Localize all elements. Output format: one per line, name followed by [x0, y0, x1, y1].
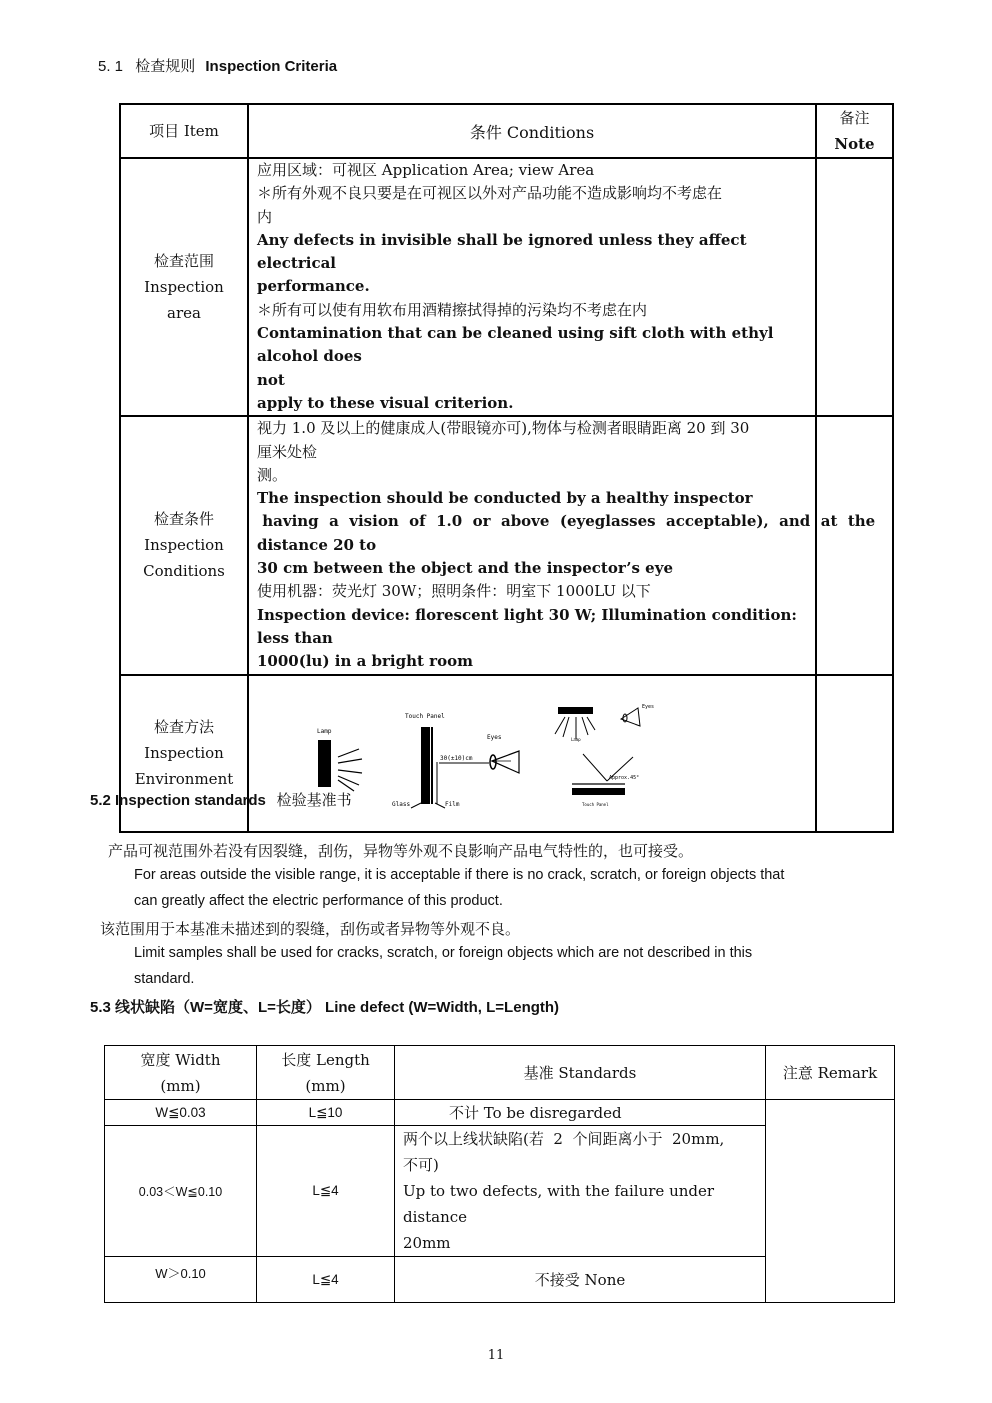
text-line: 内: [257, 207, 273, 226]
standard-line: Up to two defects, with the failure under distance: [403, 1182, 715, 1226]
header-length-unit: (mm): [305, 1076, 346, 1095]
paragraph-1-en: For areas outside the visible range, it is acceptable if there is no crack, scratch, or foreign objects that: [134, 867, 785, 883]
text-line: 测。: [257, 465, 288, 484]
standard-line: 两个以上线状缺陷(若 2 个间距离小于 20mm,: [403, 1130, 725, 1148]
lamp-label: Lamp: [317, 728, 332, 736]
header-remark-label: 注意 Remark: [782, 1064, 878, 1082]
text-line: 视力 1.0 及以上的健康成人(带眼镜亦可),物体与检测者眼睛距离 20 到 30: [257, 419, 750, 438]
film-label: Film: [445, 801, 460, 809]
text-line: ＊所有外观不良只要是在可视区以外对产品功能不造成影响均不考虑在: [257, 184, 723, 203]
standard-cell: 不计 To be disregarded: [395, 1100, 766, 1126]
width-cell: W≦0.03: [105, 1100, 257, 1126]
eyes2-label: Eyes: [642, 704, 655, 711]
row-area-conditions: [248, 158, 816, 416]
incident-ray: [583, 754, 607, 781]
label-cn: 检查范围: [153, 252, 214, 271]
angle-label: Approx.45°: [609, 775, 640, 782]
text-line: apply to these visual criterion.: [257, 393, 514, 412]
glass-pointer: [411, 803, 421, 808]
table-header-row: [120, 104, 893, 158]
width-cell: 0.03＜W≦0.10: [105, 1126, 257, 1257]
header-width-label: 宽度 Width: [140, 1050, 221, 1069]
text-line: 1000(lu) in a bright room: [257, 652, 473, 671]
standard-cell: 不接受 None: [395, 1257, 766, 1303]
row-env-note: [816, 675, 893, 832]
header-remark: [766, 1046, 895, 1100]
lamp-icon: [318, 740, 331, 787]
section-number: 5. 1: [98, 58, 124, 75]
section-5-2-title-cn: 检验基准书: [276, 791, 352, 809]
header-item: [120, 104, 248, 158]
lamp-bar-icon: [558, 707, 593, 714]
paragraph-1-en: can greatly affect the electric performance of this product.: [134, 893, 503, 909]
header-note-cn: 备注: [839, 109, 870, 127]
header-standards: [395, 1046, 766, 1100]
eye2-icon: [621, 708, 640, 726]
label-en: Environment: [134, 770, 234, 789]
label-cn: 检查条件: [153, 510, 214, 529]
table-row: [105, 1100, 895, 1126]
section-title-en: Inspection Criteria: [205, 58, 338, 75]
header-length-label: 长度 Length: [281, 1050, 370, 1069]
paragraph-2-en: Limit samples shall be used for cracks, scratch, or foreign objects which are not described in this: [134, 945, 753, 961]
remark-cell: [766, 1100, 895, 1303]
text-line: 使用机器：荧光灯 30W；照明条件：明室下 1000LU 以下: [257, 582, 651, 601]
label-en: Inspection: [144, 278, 224, 297]
header-standards-label: 基准 Standards: [523, 1064, 637, 1082]
width-cell: W＞0.10: [105, 1257, 257, 1303]
text-line: 厘米处检: [257, 442, 318, 461]
section-5-2-title-en: 5.2 Inspection standards: [90, 792, 266, 809]
section-5-2-heading: [90, 789, 352, 810]
inspection-criteria-table: [119, 103, 894, 833]
page-number: 11: [487, 1348, 505, 1363]
label-en: Inspection: [144, 744, 224, 763]
text-line: Contamination that can be cleaned using sift cloth with ethyl alcohol does: [257, 324, 774, 366]
length-cell: L≦4: [257, 1257, 395, 1303]
touch-panel-bar: [572, 788, 625, 795]
line-defect-table: [104, 1045, 895, 1303]
light-rays-icon: [338, 749, 362, 791]
glass-label: Glass: [392, 801, 411, 809]
table-row-area: [120, 158, 893, 416]
standard-line: 20mm: [403, 1234, 451, 1252]
touch-panel-label: Touch Panel: [405, 713, 445, 721]
row-area-label: [120, 158, 248, 416]
eyes-label: Eyes: [487, 734, 502, 742]
text-line: performance.: [257, 277, 370, 296]
header-conditions-label: 条件 Conditions: [469, 122, 595, 142]
distance-label: 30(±10)cm: [440, 755, 473, 763]
section-title-cn: 检查规则: [135, 57, 196, 75]
lamp2-label: Lamp: [571, 737, 581, 743]
text-line: Any defects in invisible shall be ignored unless they affect electrical: [257, 230, 747, 273]
table2-header-row: [105, 1046, 895, 1100]
eye-icon: [490, 751, 519, 773]
header-item-label: 项目 Item: [149, 122, 219, 140]
section-5-3-heading: 5.3 线状缺陷（W=宽度、L=长度） Line defect (W=Width, L=Length): [90, 999, 560, 1016]
text-line: ＊所有可以使有用软布用酒精擦拭得掉的污染均不考虑在内: [257, 300, 648, 319]
section-5-1-heading: [98, 55, 337, 76]
text-line: Inspection device: florescent light 30 W; Illumination condition: less than: [257, 605, 797, 647]
row-conditions-note: [816, 416, 893, 674]
text-line: having a vision of 1.0 or above (eyeglasses acceptable), and at the: [257, 512, 876, 531]
film-pointer: [435, 803, 445, 808]
text-line: 应用区域：可视区 Application Area; view Area: [257, 161, 595, 179]
text-line: The inspection should be conducted by a healthy inspector: [257, 489, 753, 508]
label-en: area: [167, 304, 201, 323]
label-cn: 检查方法: [153, 718, 214, 737]
downward-light-icon: [555, 717, 595, 739]
standard-line: 不可): [403, 1156, 439, 1174]
length-cell: L≦10: [257, 1100, 395, 1126]
header-length: [257, 1046, 395, 1100]
header-note: [816, 104, 893, 158]
paragraph-2-cn: 该范围用于本基准未描述到的裂缝，刮伤或者异物等外观不良。: [100, 920, 521, 938]
paragraph-1-cn: 产品可视范围外若没有因裂缝，刮伤，异物等外观不良影响产品电气特性的，也可接受。: [108, 842, 694, 860]
row-conditions-text: [248, 416, 876, 674]
header-note-en: Note: [834, 135, 875, 153]
standard-cell: [395, 1126, 766, 1257]
text-line: not: [257, 370, 285, 389]
glass-panel: [421, 727, 430, 804]
text-line: distance 20 to: [257, 535, 377, 554]
paragraph-2-en: standard.: [134, 971, 195, 987]
label-en: Inspection: [144, 536, 224, 555]
length-cell: L≦4: [257, 1126, 395, 1257]
row-conditions-label: [120, 416, 248, 674]
table-row-conditions: [120, 416, 893, 674]
text-line: 30 cm between the object and the inspector’s eye: [257, 559, 673, 578]
header-width-unit: (mm): [160, 1076, 201, 1095]
header-width: [105, 1046, 257, 1100]
touch-panel2-label: Touch Panel: [582, 802, 609, 808]
row-area-note: [816, 158, 893, 416]
label-en: Conditions: [143, 562, 225, 581]
header-conditions: [248, 104, 816, 158]
